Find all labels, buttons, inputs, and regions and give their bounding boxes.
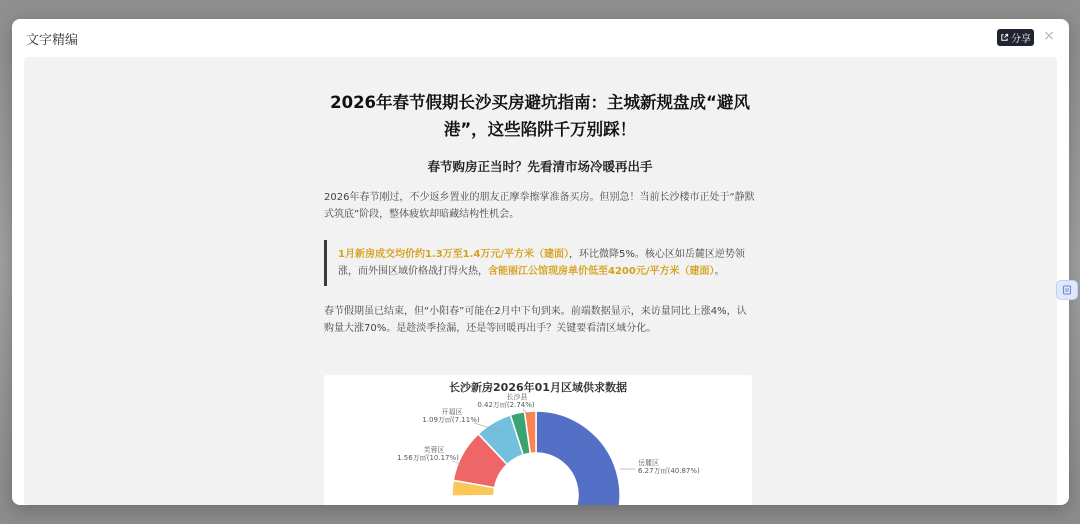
close-icon[interactable]: × [1043, 28, 1055, 44]
label-value-kaifu: 1.09万㎡(7.11%) [422, 416, 480, 424]
label-value-furong: 1.56万㎡(10.17%) [397, 454, 459, 462]
document-icon [1062, 285, 1072, 295]
label-value-changshaxian: 0.42万㎡(2.74%) [477, 401, 535, 409]
modal-header [12, 19, 1069, 57]
label-name-yuelu: 岳麓区 [638, 459, 659, 467]
text-edit-modal [12, 19, 1069, 505]
paragraph-intro: 2026年春节刚过，不少返乡置业的朋友正摩拳擦掌准备买房。但别急！当前长沙楼市正处于“静默式筑底”阶段，整体疲软却暗藏结构性机会。 [324, 192, 755, 220]
chart-card [324, 375, 752, 505]
label-name-furong: 芙蓉区 [423, 446, 445, 454]
paragraph-market: 春节假期虽已结束，但“小阳春”可能在2月中下旬到来。前端数据显示，来访量同比上涨4%，认购量大涨70%。是趁淡季捡漏，还是等回暖再出手？关键要看清区域分化。 [324, 306, 747, 334]
share-icon [1000, 33, 1009, 42]
article-body [324, 57, 756, 337]
article-headline [324, 89, 756, 143]
headline-line-1: 2026年春节假期长沙买房避坑指南：主城新规盘成“避风 [330, 93, 750, 112]
quote-text: ，环比微降5%。核心区如岳麓区逆势领涨，而外围区域价格战打得火热， [338, 249, 745, 277]
label-name-kaifu: 开福区 [441, 408, 463, 416]
share-label: 分享 [1011, 34, 1031, 45]
article-subheading: 春节购房正当时？先看清市场冷暖再出手 [427, 159, 653, 174]
quote-highlight-price: 1月新房成交均价约1.3万至1.4万元/平方米（建面） [338, 249, 570, 260]
quote-end: 。 [714, 266, 725, 277]
chart-title: 长沙新房2026年01月区域供求数据 [449, 381, 627, 394]
quote-highlight-low-price: 含能丽江公馆现房单价低至4200元/平方米（建面） [488, 266, 715, 277]
label-value-yuelu: 6.27万㎡(40.87%) [638, 467, 700, 475]
share-button[interactable] [997, 29, 1034, 46]
donut-chart [324, 375, 752, 505]
highlight-quote [324, 240, 756, 286]
modal-title: 文字精编 [26, 33, 79, 48]
side-float-tab[interactable] [1056, 280, 1078, 300]
article-content-area[interactable] [24, 57, 1057, 505]
slice-yuelu [536, 411, 620, 505]
headline-line-2: 港”，这些陷阱千万别踩！ [443, 120, 637, 139]
label-name-changshaxian: 长沙县 [506, 393, 528, 401]
